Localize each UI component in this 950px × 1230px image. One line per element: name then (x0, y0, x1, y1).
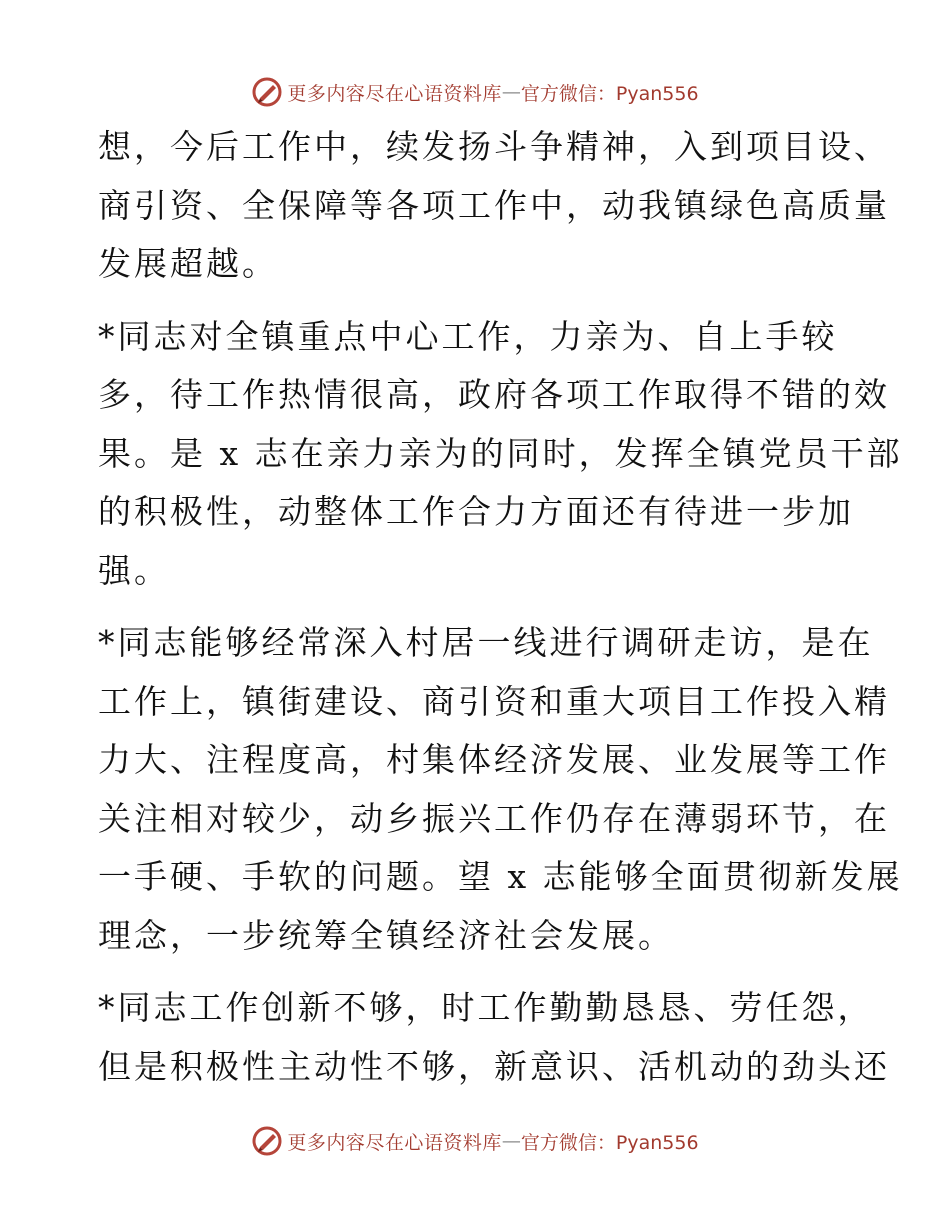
text-line: 想，今后工作中，续发扬斗争精神，入到项目设、 (98, 127, 890, 166)
text-line: *同志对全镇重点中心工作，力亲为、自上手较 (98, 316, 838, 356)
text-line: 发展超越。 (98, 244, 278, 283)
text-line: 强。 (98, 550, 170, 590)
brand-logo-icon (251, 76, 283, 108)
text-line: 工作上，镇街建设、商引资和重大项目工作投入精 (98, 681, 890, 721)
header-brand-text: 更多内容尽在心语资料库 (287, 82, 502, 105)
brand-logo-icon (251, 1125, 283, 1157)
text-line: 一手硬、手软的问题。望 x 志能够全面贯彻新发展 (98, 857, 903, 896)
header-banner (0, 72, 950, 112)
document-body (98, 118, 903, 1110)
text-line: 果。是 x 志在亲力亲为的同时，发挥全镇党员干部 (98, 433, 903, 473)
footer-brand-text: 更多内容尽在心语资料库 (287, 1131, 502, 1154)
footer-wechat-text: 官方微信：Pyan556 (520, 1131, 699, 1154)
paragraph (98, 979, 890, 1096)
text-line: *同志能够经常深入村居一线进行调研走访，是在 (98, 623, 874, 662)
paragraph (98, 614, 903, 965)
text-line: 多，待工作热情很高，政府各项工作取得不错的效 (98, 375, 890, 414)
text-line: 力大、注程度高，村集体经济发展、业发展等工作 (98, 740, 890, 779)
footer-banner (0, 1121, 950, 1161)
text-line: 的积极性，动整体工作合力方面还有待进一步加 (98, 492, 854, 531)
paragraph (98, 308, 903, 601)
text-line: 商引资、全保障等各项工作中，动我镇绿色高质量 (98, 185, 890, 225)
text-line: 关注相对较少，动乡振兴工作仍存在薄弱环节，在 (98, 798, 890, 838)
footer-separator: — (501, 1130, 521, 1152)
text-line: 但是积极性主动性不够，新意识、活机动的劲头还 (98, 1046, 890, 1086)
text-line: 理念，一步统筹全镇经济社会发展。 (98, 915, 674, 955)
header-wechat-text: 官方微信：Pyan556 (520, 82, 699, 105)
paragraph (98, 118, 890, 294)
text-line: *同志工作创新不够，时工作勤勤恳恳、劳任怨， (98, 988, 874, 1027)
header-separator: — (501, 81, 521, 103)
